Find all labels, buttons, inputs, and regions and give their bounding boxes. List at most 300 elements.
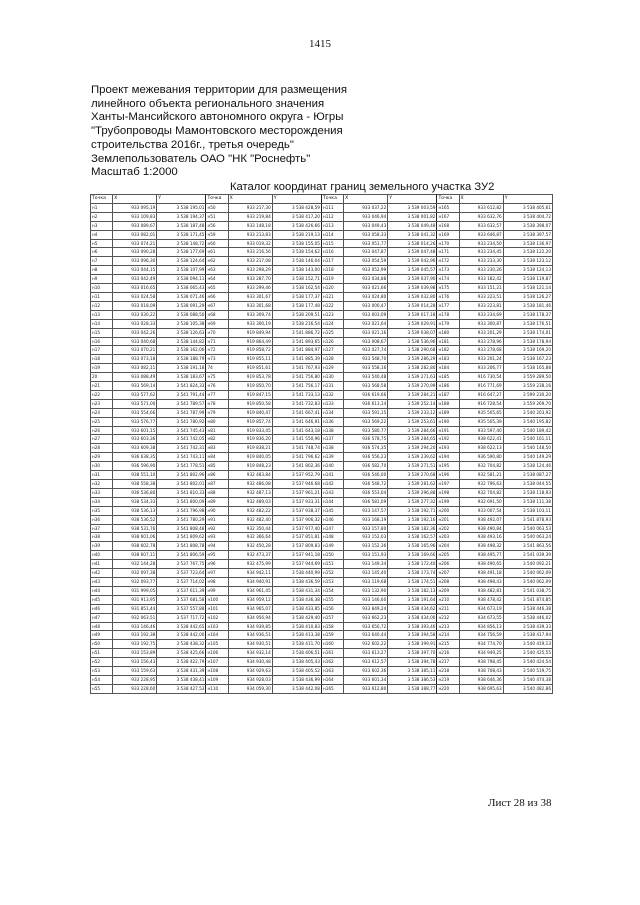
y-cell: 3 538 111,38: [503, 497, 552, 506]
y-cell: 3 538 290,68: [388, 346, 437, 355]
point-cell: н109: [206, 675, 228, 684]
x-cell: 933 632,57: [459, 221, 503, 230]
x-cell: 933 070,21: [113, 346, 157, 355]
point-cell: н186: [437, 382, 459, 391]
x-cell: 933 613,27: [344, 649, 388, 658]
point-cell: н64: [206, 275, 228, 284]
y-cell: 3 538 436,99: [272, 675, 321, 684]
point-cell: н51: [91, 649, 113, 658]
x-cell: 938 478,42: [459, 595, 503, 604]
point-cell: н192: [437, 435, 459, 444]
x-cell: 933 192,38: [113, 631, 157, 640]
x-cell: 932 704,82: [459, 462, 503, 471]
y-cell: 3 537 906,32: [272, 515, 321, 524]
table-row: [91, 257, 553, 266]
point-cell: н66: [206, 292, 228, 301]
x-cell: 933 021,16: [344, 328, 388, 337]
point-cell: н138: [321, 426, 343, 435]
point-cell: н68: [206, 310, 228, 319]
y-cell: 3 538 155,05: [272, 239, 321, 248]
point-cell: н14: [91, 319, 113, 328]
x-cell: 933 046,94: [344, 212, 388, 221]
point-cell: н83: [206, 444, 228, 453]
point-cell: н30: [91, 462, 113, 471]
y-cell: 3 537 977,40: [272, 524, 321, 533]
point-cell: н91: [206, 515, 228, 524]
y-cell: 3 539 253,61: [388, 417, 437, 426]
x-cell: 938 495,77: [459, 551, 503, 560]
x-cell: 933 234,69: [459, 310, 503, 319]
y-cell: 3 537 946,68: [272, 480, 321, 489]
point-cell: н182: [437, 346, 459, 355]
column-header: Y: [503, 195, 552, 204]
y-cell: 3 538 209,51: [272, 310, 321, 319]
y-cell: 3 538 088,50: [157, 310, 206, 319]
x-cell: 932 093,77: [113, 577, 157, 586]
table-row: [91, 346, 553, 355]
y-cell: 3 538 219,13: [272, 230, 321, 239]
y-cell: 3 538 413,38: [272, 631, 321, 640]
x-cell: 933 278,96: [459, 337, 503, 346]
point-cell: н37: [91, 524, 113, 533]
y-cell: 3 538 014,26: [388, 239, 437, 248]
x-cell: 935 505,39: [459, 417, 503, 426]
point-cell: н114: [321, 230, 343, 239]
x-cell: 938 602,78: [113, 542, 157, 551]
table-row: [91, 667, 553, 676]
point-cell: н170: [437, 239, 459, 248]
x-cell: 919 850,58: [228, 399, 272, 408]
x-cell: 934 956,94: [228, 613, 272, 622]
x-cell: 933 206,77: [459, 364, 503, 373]
y-cell: 3 541 863,56: [503, 542, 552, 551]
point-cell: н150: [321, 551, 343, 560]
point-cell: н202: [437, 524, 459, 533]
x-cell: 936 553,04: [344, 488, 388, 497]
y-cell: 3 538 442,08: [272, 684, 321, 693]
x-cell: 933 088,49: [113, 373, 157, 382]
header-line: Масштаб 1:2000: [91, 166, 178, 179]
x-cell: 932 691,50: [459, 497, 503, 506]
y-cell: 3 541 802,96: [157, 471, 206, 480]
y-cell: 3 541 742,05: [157, 435, 206, 444]
y-cell: 3 541 778,51: [157, 462, 206, 471]
x-cell: 919 851,61: [228, 364, 272, 373]
page-number: 1415: [309, 38, 331, 50]
x-cell: 934 965,07: [228, 604, 272, 613]
point-cell: н168: [437, 221, 459, 230]
point-cell: н157: [321, 613, 343, 622]
y-cell: 3 539 039,98: [388, 284, 437, 293]
y-cell: 3 538 044,55: [503, 480, 552, 489]
x-cell: 933 153,89: [113, 649, 157, 658]
y-cell: 3 538 417,94: [503, 631, 552, 640]
y-cell: 3 538 178,37: [503, 310, 552, 319]
point-cell: н16: [91, 337, 113, 346]
y-cell: 3 541 802,01: [157, 480, 206, 489]
table-row: [91, 310, 553, 319]
x-cell: 936 638,35: [113, 453, 157, 462]
x-cell: 933 149,34: [344, 560, 388, 569]
y-cell: 3 538 425,66: [157, 649, 206, 658]
point-cell: н93: [206, 533, 228, 542]
point-cell: н181: [437, 337, 459, 346]
point-cell: н117: [321, 257, 343, 266]
point-cell: н108: [206, 667, 228, 676]
x-cell: 936 546,00: [344, 471, 388, 480]
column-header: Y: [388, 195, 437, 204]
y-cell: 3 541 756,17: [272, 382, 321, 391]
y-cell: 3 541 808,78: [157, 542, 206, 551]
x-cell: 934 961,45: [228, 586, 272, 595]
y-cell: 3 538 406,51: [272, 649, 321, 658]
point-cell: н127: [321, 346, 343, 355]
point-cell: 20: [91, 373, 113, 382]
y-cell: 3 537 723,64: [157, 569, 206, 578]
point-cell: н147: [321, 524, 343, 533]
y-cell: 3 540 148,50: [503, 444, 552, 453]
point-cell: н85: [206, 462, 228, 471]
y-cell: 3 538 123,12: [503, 257, 552, 266]
point-cell: н17: [91, 346, 113, 355]
y-cell: 3 541 874,85: [503, 595, 552, 604]
y-cell: 3 538 422,79: [157, 658, 206, 667]
table-row: [91, 595, 553, 604]
x-cell: 934 756,59: [459, 631, 503, 640]
y-cell: 3 559 269,70: [503, 399, 552, 408]
table-row: [91, 301, 553, 310]
y-cell: 3 539 252,14: [388, 399, 437, 408]
y-cell: 3 541 780,29: [157, 515, 206, 524]
point-cell: н22: [91, 390, 113, 399]
point-cell: н102: [206, 613, 228, 622]
x-cell: 933 576,77: [113, 417, 157, 426]
x-cell: 933 601,34: [344, 675, 388, 684]
y-cell: 3 538 122,20: [503, 248, 552, 257]
y-cell: 3 539 271,51: [388, 462, 437, 471]
point-cell: н116: [321, 248, 343, 257]
x-cell: 936 556,23: [344, 453, 388, 462]
x-cell: 919 840,05: [228, 453, 272, 462]
x-cell: 934 929,63: [228, 667, 272, 676]
x-cell: 933 233,30: [459, 257, 503, 266]
y-cell: 3 538 397,57: [503, 230, 552, 239]
point-cell: н143: [321, 488, 343, 497]
y-cell: 3 537 938,37: [272, 506, 321, 515]
column-header: Точка: [321, 195, 343, 204]
x-cell: 938 490,65: [459, 560, 503, 569]
point-cell: н139: [321, 453, 343, 462]
point-cell: н172: [437, 257, 459, 266]
point-cell: н96: [206, 560, 228, 569]
point-cell: н56: [206, 221, 228, 230]
y-cell: 3 537 611,39: [157, 586, 206, 595]
point-cell: н5: [91, 239, 113, 248]
y-cell: 3 538 440,99: [272, 569, 321, 578]
y-cell: 3 538 174,01: [503, 328, 552, 337]
column-header: Точка: [437, 195, 459, 204]
x-cell: 933 147,57: [344, 506, 388, 515]
point-cell: н36: [91, 515, 113, 524]
y-cell: 3 538 124,46: [503, 462, 552, 471]
y-cell: 3 538 431,34: [272, 586, 321, 595]
x-cell: 938 622,13: [459, 444, 503, 453]
point-cell: н214: [437, 631, 459, 640]
point-cell: н82: [206, 435, 228, 444]
x-cell: 916 730,54: [459, 373, 503, 382]
point-cell: н160: [321, 640, 343, 649]
table-row: [91, 212, 553, 221]
x-cell: 933 612,80: [344, 684, 388, 693]
x-cell: 933 016,65: [113, 284, 157, 293]
point-cell: н6: [91, 248, 113, 257]
y-cell: 3 538 183,67: [157, 373, 206, 382]
y-cell: 3 538 436,59: [272, 577, 321, 586]
y-cell: 3 538 282,80: [388, 364, 437, 373]
table-row: [91, 649, 553, 658]
table-row: [91, 658, 553, 667]
point-cell: н98: [206, 577, 228, 586]
x-cell: 933 223,51: [459, 292, 503, 301]
x-cell: 933 849,24: [344, 604, 388, 613]
point-cell: н43: [91, 577, 113, 586]
y-cell: 3 538 107,99: [157, 266, 206, 275]
x-cell: 932 486,08: [228, 480, 272, 489]
point-cell: н47: [91, 613, 113, 622]
x-cell: 933 301,68: [228, 301, 272, 310]
x-cell: 933 051,77: [344, 239, 388, 248]
y-cell: 3 538 446,02: [503, 613, 552, 622]
point-cell: н32: [91, 480, 113, 489]
x-cell: 938 491,18: [459, 569, 503, 578]
y-cell: 3 540 062,09: [503, 577, 552, 586]
y-cell: 3 538 398,07: [503, 221, 552, 230]
column-header: X: [113, 195, 157, 204]
x-cell: 919 849,94: [228, 328, 272, 337]
column-header: X: [459, 195, 503, 204]
y-cell: 3 538 143,00: [272, 266, 321, 275]
point-cell: н118: [321, 266, 343, 275]
y-cell: 3 559 289,50: [503, 373, 552, 382]
x-cell: 933 095,19: [113, 203, 157, 212]
x-cell: 933 662,23: [344, 613, 388, 622]
y-cell: 3 540 203,92: [503, 408, 552, 417]
x-cell: 934 928,03: [228, 675, 272, 684]
y-cell: 3 541 810,33: [157, 488, 206, 497]
x-cell: 933 201,24: [459, 355, 503, 364]
table-row: [91, 239, 553, 248]
x-cell: 933 298,29: [228, 266, 272, 275]
point-cell: н123: [321, 310, 343, 319]
y-cell: 3 538 417,20: [272, 212, 321, 221]
y-cell: 3 537 941,18: [272, 551, 321, 560]
y-cell: 3 538 041,32: [388, 230, 437, 239]
x-cell: 932 475,99: [228, 560, 272, 569]
y-cell: 3 538 124,13: [503, 266, 552, 275]
point-cell: н122: [321, 301, 343, 310]
y-cell: 3 538 177,48: [272, 301, 321, 310]
x-cell: 933 152,03: [344, 533, 388, 542]
point-cell: н46: [91, 604, 113, 613]
x-cell: 933 007,54: [459, 506, 503, 515]
point-cell: н59: [206, 230, 228, 239]
table-row: [91, 462, 553, 471]
y-cell: 3 541 732,83: [272, 399, 321, 408]
point-cell: н99: [206, 586, 228, 595]
y-cell: 3 538 177,37: [272, 292, 321, 301]
point-cell: н1: [91, 203, 113, 212]
x-cell: 938 708,43: [459, 667, 503, 676]
y-cell: 3 538 404,72: [503, 212, 552, 221]
x-cell: 919 848,23: [228, 462, 272, 471]
point-cell: н42: [91, 569, 113, 578]
x-cell: 933 052,99: [344, 266, 388, 275]
y-cell: 3 539 296,88: [388, 488, 437, 497]
point-cell: н111: [321, 203, 343, 212]
point-cell: н155: [321, 595, 343, 604]
x-cell: 933 612,57: [344, 658, 388, 667]
y-cell: 3 538 442,65: [157, 622, 206, 631]
column-header: Точка: [206, 195, 228, 204]
table-row: [91, 292, 553, 301]
x-cell: 933 151,93: [344, 551, 388, 560]
point-cell: н133: [321, 399, 343, 408]
x-cell: 933 300,87: [459, 319, 503, 328]
point-cell: н45: [91, 595, 113, 604]
x-cell: 938 798,45: [459, 658, 503, 667]
x-cell: 933 156,43: [113, 658, 157, 667]
x-cell: 933 632,76: [459, 212, 503, 221]
y-cell: 3 539 239,62: [388, 453, 437, 462]
table-row: [91, 230, 553, 239]
point-cell: н210: [437, 595, 459, 604]
x-cell: 933 287,70: [228, 275, 272, 284]
y-cell: 3 537 952,79: [272, 471, 321, 480]
x-cell: 938 534,33: [113, 497, 157, 506]
y-cell: 3 538 144,82: [157, 337, 206, 346]
y-cell: 3 538 192,16: [388, 515, 437, 524]
point-cell: н24: [91, 408, 113, 417]
point-cell: н39: [91, 542, 113, 551]
x-cell: 934 949,25: [459, 649, 503, 658]
point-cell: н100: [206, 595, 228, 604]
x-cell: 919 864,49: [228, 337, 272, 346]
x-cell: 933 569,14: [113, 382, 157, 391]
y-cell: 3 540 474,38: [503, 675, 552, 684]
x-cell: 932 487,13: [228, 488, 272, 497]
y-cell: 3 538 162,57: [388, 533, 437, 542]
point-cell: н205: [437, 551, 459, 560]
point-cell: н26: [91, 426, 113, 435]
y-cell: 3 538 405,61: [503, 203, 552, 212]
table-row: [91, 675, 553, 684]
x-cell: 934 930,48: [228, 658, 272, 667]
x-cell: 938 492,07: [459, 515, 503, 524]
point-cell: н153: [321, 577, 343, 586]
y-cell: 3 537 714,02: [157, 577, 206, 586]
x-cell: 933 018,09: [113, 301, 157, 310]
table-row: [91, 417, 553, 426]
y-cell: 3 541 787,99: [157, 408, 206, 417]
y-cell: 3 541 646,91: [272, 417, 321, 426]
x-cell: 938 695,63: [459, 684, 503, 693]
point-cell: н87: [206, 480, 228, 489]
y-cell: 3 540 419,13: [503, 640, 552, 649]
point-cell: н173: [437, 266, 459, 275]
point-cell: н10: [91, 284, 113, 293]
y-cell: 3 540 149,29: [503, 453, 552, 462]
x-cell: 938 622,41: [459, 435, 503, 444]
point-cell: н78: [206, 399, 228, 408]
x-cell: 933 309,74: [228, 310, 272, 319]
y-cell: 3 538 169,66: [388, 551, 437, 560]
point-cell: н31: [91, 471, 113, 480]
x-cell: 938 551,10: [113, 471, 157, 480]
y-cell: 3 599 230,20: [503, 390, 552, 399]
y-cell: 3 539 277,32: [388, 497, 437, 506]
y-cell: 3 538 065,43: [157, 284, 206, 293]
x-cell: 933 217,08: [228, 257, 272, 266]
point-cell: н195: [437, 462, 459, 471]
y-cell: 3 538 442,00: [157, 631, 206, 640]
y-cell: 3 541 791,44: [157, 390, 206, 399]
y-cell: 3 538 177,69: [157, 248, 206, 257]
point-cell: н169: [437, 230, 459, 239]
point-cell: н40: [91, 551, 113, 560]
point-cell: н220: [437, 684, 459, 693]
y-cell: 3 541 767,93: [272, 364, 321, 373]
y-cell: 3 538 399,91: [388, 640, 437, 649]
y-cell: 3 537 933,31: [272, 497, 321, 506]
point-cell: н89: [206, 497, 228, 506]
x-cell: 936 619,66: [344, 390, 388, 399]
x-cell: 933 145,40: [344, 569, 388, 578]
header-line: строительства 2016г., третья очередь": [91, 138, 294, 151]
x-cell: 933 034,88: [344, 275, 388, 284]
column-header: Y: [157, 195, 206, 204]
point-cell: н51: [206, 212, 228, 221]
table-row: [91, 533, 553, 542]
table-row: [91, 275, 553, 284]
point-cell: н34: [91, 497, 113, 506]
x-cell: 934 936,51: [228, 631, 272, 640]
point-cell: н212: [437, 613, 459, 622]
point-cell: н9: [91, 275, 113, 284]
point-cell: н63: [206, 266, 228, 275]
x-cell: 938 490,84: [459, 524, 503, 533]
point-cell: н179: [437, 319, 459, 328]
y-cell: 3 541 748,74: [272, 444, 321, 453]
x-cell: 933 073,18: [113, 355, 157, 364]
x-cell: 932 473,37: [228, 551, 272, 560]
table-header-row: [91, 195, 553, 204]
y-cell: 3 540 092,21: [503, 560, 552, 569]
table-row: [91, 248, 553, 257]
table-row: [91, 524, 553, 533]
y-cell: 3 538 174,51: [388, 577, 437, 586]
point-cell: н21: [91, 382, 113, 391]
table-row: [91, 631, 553, 640]
y-cell: 3 541 885,39: [272, 355, 321, 364]
x-cell: 933 300,19: [228, 319, 272, 328]
table-row: [91, 221, 553, 230]
point-cell: н190: [437, 417, 459, 426]
y-cell: 3 541 745,43: [157, 426, 206, 435]
x-cell: 938 607,11: [113, 551, 157, 560]
table-row: [91, 426, 553, 435]
column-header: X: [228, 195, 272, 204]
y-cell: 3 537 961,21: [272, 488, 321, 497]
